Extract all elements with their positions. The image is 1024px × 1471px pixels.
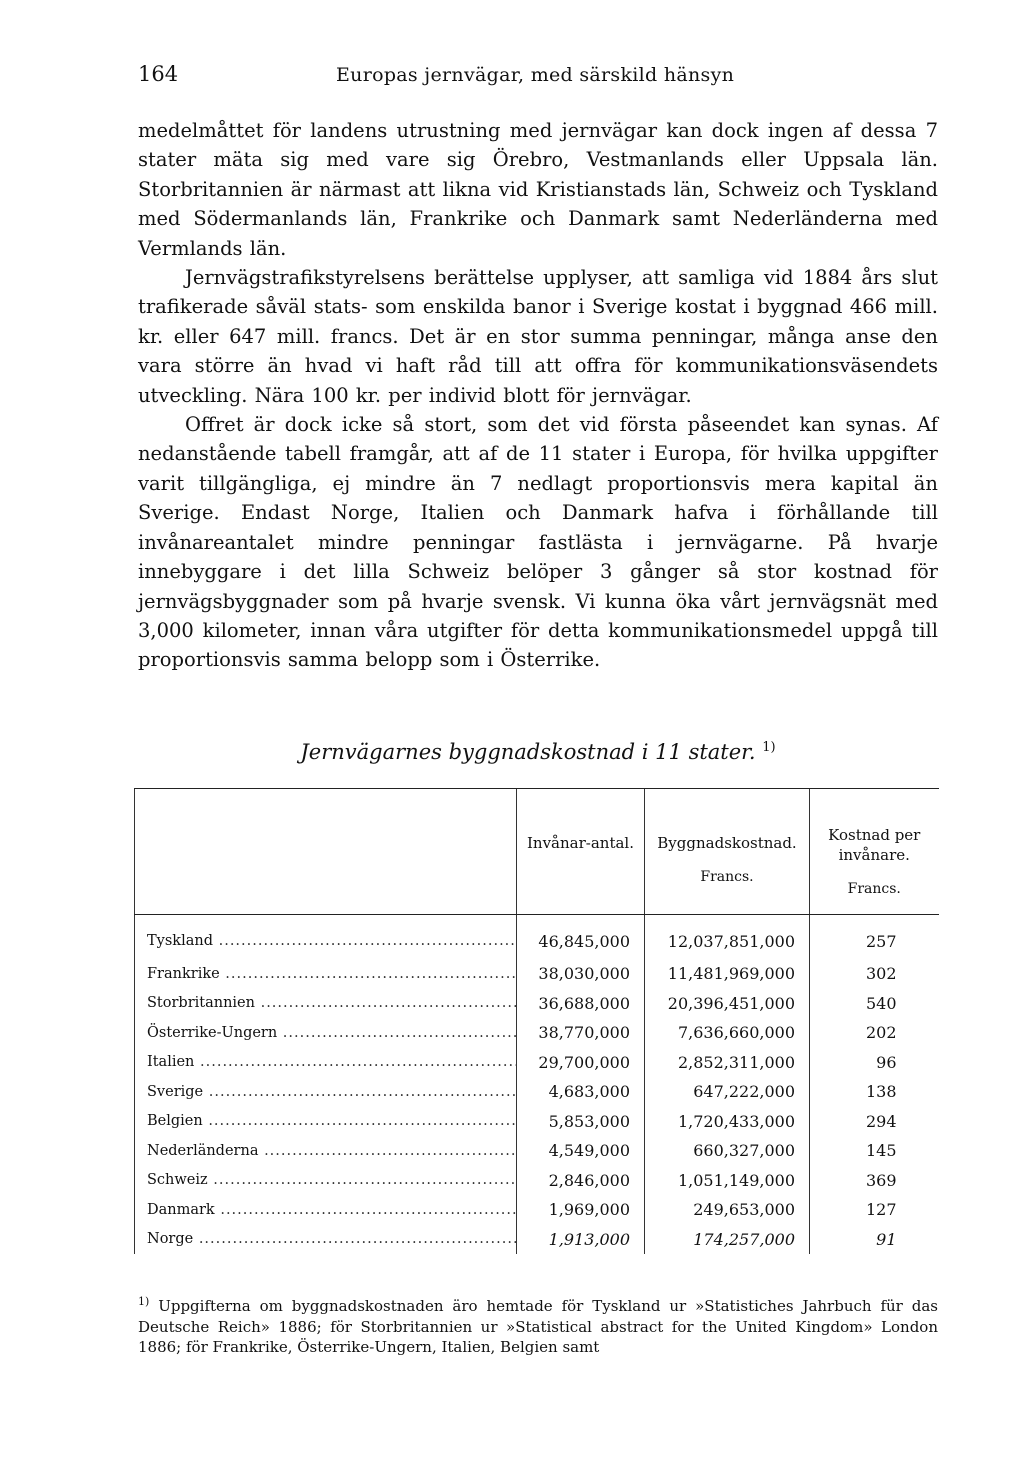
per-capita-cell: 369 [810,1166,939,1196]
country-name: Italien ..... [147,1054,517,1070]
table-row [135,1107,939,1137]
cost-cell: 660,327,000 [645,1136,810,1166]
country-name: Norge ..... [147,1231,517,1247]
per-capita-cell: 96 [810,1048,939,1078]
table-row [135,1018,939,1048]
cost-cell: 12,037,851,000 [645,915,810,960]
per-capita-cell: 138 [810,1077,939,1107]
caption-footnote-marker: 1) [762,740,776,755]
cost-cell: 1,051,149,000 [645,1166,810,1196]
population-cell: 38,030,000 [517,959,645,989]
population-cell: 4,549,000 [517,1136,645,1166]
population-cell: 29,700,000 [517,1048,645,1078]
header-per-capita [810,789,939,915]
per-capita-cell: 294 [810,1107,939,1137]
header-cost [645,789,810,915]
cost-cell: 647,222,000 [645,1077,810,1107]
population-cell: 36,688,000 [517,989,645,1019]
header-population-label: Invånar-antal. [527,834,634,852]
country-name: Nederländerna ..... [147,1143,517,1159]
header-population [517,789,645,915]
paragraph: Offret är dock icke så stort, som det vid första påseendet kan synas. Af nedanstående tabell framgår, att af de 11 stater i Europa, för hvilka uppgifter varit tillgängliga, ej mindre än 7 nedlagt proportionsvis mera kapital än Sverige. Endast Norge, Italien och Danmark hafva i förhållande till invånareantalet mindre penningar fastlästa i jernvägarne. På hvarje innebyggare i det lilla Schweiz belöper 3 gånger så stor kostnad för jernvägsbyggnader som på hvarje svensk. Vi kunna öka vårt jernvägsnät med 3,000 kilometer, innan våra utgifter för detta kommunikationsmedel uppgå till proportionsvis samma belopp som i Österrike. [138,413,938,672]
country-name: Tyskland ..... [147,933,517,949]
cost-cell: 174,257,000 [645,1225,810,1255]
country-name: Danmark ..... [147,1202,517,1218]
footnote-text: Uppgifterna om byggnadskostnaden äro hemtade för Tyskland ur »Statistiches Jahrbuch für das Deutsche Reich» 1886; för Storbritannien ur »Statistical abstract for the United Kingdom» London 1886; för Frankrike, Österrike-Ungern, Italien, Belgien samt [138,1297,938,1356]
table-row [135,1048,939,1078]
per-capita-cell: 202 [810,1018,939,1048]
table-header-row [135,789,939,915]
railway-cost-table [134,788,939,1254]
table-row [135,1225,939,1255]
population-cell: 1,913,000 [517,1225,645,1255]
cost-cell: 2,852,311,000 [645,1048,810,1078]
country-name: Belgien ..... [147,1113,517,1129]
page-number: 164 [138,62,179,86]
body-text [138,116,938,675]
per-capita-cell: 145 [810,1136,939,1166]
country-name: Österrike-Ungern ..... [147,1025,517,1041]
country-name: Storbritannien ..... [147,995,517,1011]
per-capita-cell: 540 [810,989,939,1019]
table-row [135,959,939,989]
table-row [135,1166,939,1196]
country-name: Frankrike ..... [147,966,517,982]
page-header [138,62,938,92]
paragraph: Jernvägstrafikstyrelsens berättelse upplyser, att samliga vid 1884 års slut trafikerade såväl stats- som enskilda banor i Sverige kostat i byggnad 466 mill. kr. eller 647 mill. francs. Det är en stor summa penningar, många anse den vara större än hvad vi haft råd till att offra för kommunikationsväsendets utveckling. Nära 100 kr. per individ blott för jernvägar. [138,266,938,407]
cost-cell: 1,720,433,000 [645,1107,810,1137]
population-cell: 4,683,000 [517,1077,645,1107]
cost-cell: 249,653,000 [645,1195,810,1225]
footnote [138,1292,938,1358]
cost-cell: 20,396,451,000 [645,989,810,1019]
paragraph: medelmåttet för landens utrustning med jernvägar kan dock ingen af dessa 7 stater mäta sig med vare sig Örebro, Vestmanlands eller Uppsala län. Storbritannien är närmast att likna vid Kristianstads län, Schweiz och Tyskland med Södermanlands län, Frankrike och Danmark samt Nederländerna med Vermlands län. [138,119,938,260]
table-caption-text: Jernvägarnes byggnadskostnad i 11 stater. [300,740,756,764]
per-capita-cell: 302 [810,959,939,989]
per-capita-cell: 127 [810,1195,939,1225]
table-row [135,1195,939,1225]
cost-cell: 11,481,969,000 [645,959,810,989]
table-body [135,915,939,1255]
per-capita-cell: 257 [810,915,939,960]
country-name: Schweiz ..... [147,1172,517,1188]
population-cell: 46,845,000 [517,915,645,960]
running-head: Europas jernvägar, med särskild hänsyn [336,64,735,86]
footnote-marker: 1) [138,1295,150,1308]
table-row [135,915,939,960]
table-row [135,1136,939,1166]
per-capita-cell: 91 [810,1225,939,1255]
header-cost-label: Byggnadskostnad. [657,834,797,852]
header-per-capita-unit: Francs. [847,881,901,897]
population-cell: 38,770,000 [517,1018,645,1048]
population-cell: 5,853,000 [517,1107,645,1137]
header-per-capita-label: Kostnad per invånare. [828,826,921,864]
country-name: Sverige ..... [147,1084,517,1100]
table-caption [138,740,938,764]
cost-cell: 7,636,660,000 [645,1018,810,1048]
header-cost-unit: Francs. [700,869,754,885]
population-cell: 1,969,000 [517,1195,645,1225]
population-cell: 2,846,000 [517,1166,645,1196]
header-country [135,789,517,915]
table-row [135,989,939,1019]
table-row [135,1077,939,1107]
